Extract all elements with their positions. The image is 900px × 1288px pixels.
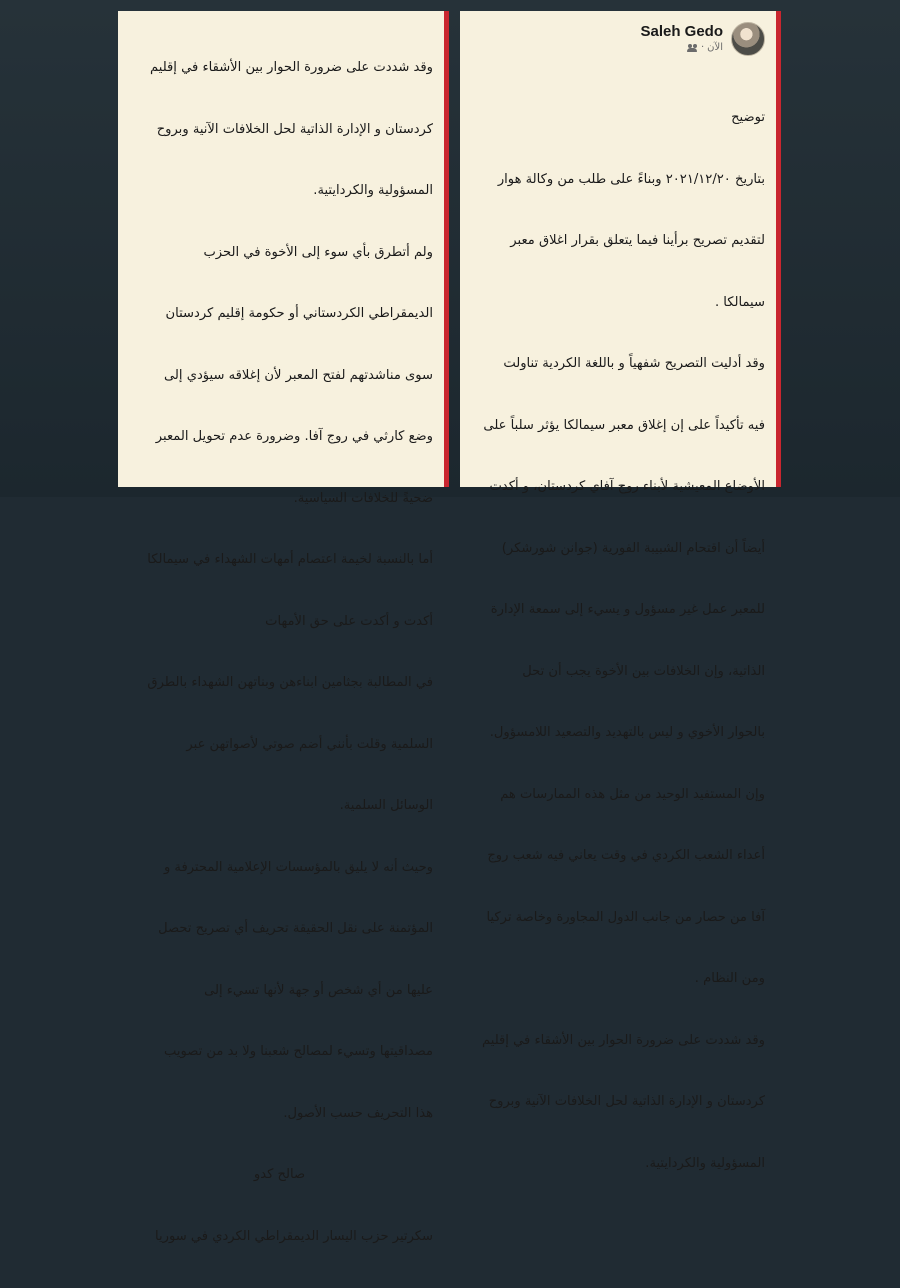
text-line: وإن المستفيد الوحيد من مثل هذه الممارسات هم — [500, 786, 765, 802]
text-line: المسؤولية والكردايتية. — [645, 1155, 765, 1171]
author-block — [640, 23, 723, 55]
text-line: أيضاً أن اقتحام الشبيبة الفورية (جوانن شورشكر) — [501, 540, 765, 556]
text-line: آفا من حصار من جانب الدول المجاورة وخاصة تركيا — [486, 909, 765, 925]
text-line: الذاتية، وإن الخلافات بين الأخوة يجب أن تحل — [522, 663, 765, 679]
text-line: الديمقراطي الكردستاني أو حكومة إقليم كردستان — [165, 306, 433, 321]
text-line: الوسائل السلمية. — [339, 798, 433, 813]
text-line: لتقديم تصريح برأينا فيما يتعلق بقرار اغلاق معبر — [510, 233, 765, 248]
post-header — [468, 17, 771, 61]
text-line: بالحوار الأخوي و ليس بالتهديد والتصعيد اللامسؤول. — [489, 725, 765, 740]
text-line: المؤتمنة على نقل الحقيقة تحريف أي تصريح تحصل — [158, 921, 433, 936]
text-line: فيه تأكيداً على إن إغلاق معبر سيمالكا يؤثر سلباً على — [483, 417, 765, 433]
text-line: أعداء الشعب الكردي في وقت يعاني فيه شعب روج — [487, 848, 765, 863]
text-line: أكدت و أكدت على حق الأمهات — [265, 613, 433, 629]
text-line: ولم أتطرق بأي سوء إلى الأخوة في الحزب — [203, 244, 433, 260]
text-line: أما بالنسبة لخيمة اعتصام أمهات الشهداء في سيمالكا — [147, 552, 433, 567]
text-line: مصداقيتها وتسيء لمصالح شعبنا ولا بد من تصويب — [164, 1044, 433, 1059]
text-line: كردستان و الإدارة الذاتية لحل الخلافات الآنية وبروح — [488, 1094, 765, 1109]
post-body-text — [468, 67, 771, 1215]
text-line: ضحيةً للخلافات السياسية. — [293, 490, 433, 506]
author-name[interactable]: Saleh Gedo — [640, 23, 723, 40]
text-line: هذا التحريف حسب الأصول. — [283, 1105, 433, 1121]
post-panel — [460, 11, 781, 1171]
post-meta — [687, 41, 723, 55]
text-line: توضيح — [731, 110, 765, 125]
avatar[interactable] — [731, 22, 765, 56]
text-line: وقد شددت على ضرورة الحوار بين الأشقاء في إقليم — [482, 1032, 765, 1048]
text-line: وضع كارثي في روج آفا. وضرورة عدم تحويل المعبر — [155, 429, 433, 444]
text-line: عليها من أي شخص أو جهة لأنها تسيء إلى — [204, 982, 433, 998]
text-line: سيمالكا . — [714, 294, 765, 310]
text-line: في المطالبة بجثامين ابناءهن وبناتهن الشهداء بالطرق — [147, 675, 433, 690]
text-line: وحيث أنه لا يليق بالمؤسسات الإعلامية المحترفة و — [163, 859, 433, 875]
post-body-text — [126, 17, 439, 1288]
text-line: المسؤولية والكردايتية. — [313, 183, 433, 198]
friends-icon[interactable] — [687, 44, 698, 52]
text-line: بتاريخ ٢٠٢١/١٢/٢٠ وبناءً على طلب من وكالة هوار — [497, 171, 765, 187]
text-line: كردستان و الإدارة الذاتية لحل الخلافات الآنية وبروح — [156, 121, 433, 137]
accent-bar — [776, 11, 781, 487]
text-line: السلمية وقلت بأنني أضم صوتي لأصواتهن عبر — [186, 736, 433, 752]
text-line: للمعبر عمل غير مسؤول و يسيء إلى سمعة الإدارة — [490, 602, 765, 617]
signature-name: صالح كدو — [253, 1167, 306, 1182]
text-line: سوى مناشدتهم لفتح المعبر لأن إغلاقه سيؤدي إلى — [164, 367, 433, 383]
post-continuation-panel — [118, 11, 449, 1244]
timestamp[interactable]: الآن — [707, 42, 723, 53]
accent-bar — [444, 11, 449, 487]
separator-dot: · — [700, 42, 705, 53]
text-line: وقد شددت على ضرورة الحوار بين الأشقاء في إقليم — [150, 60, 433, 75]
text-line: ومن النظام . — [694, 971, 765, 986]
signature-title: سكرتير حزب اليسار الديمقراطي الكردي في سوريا — [155, 1228, 433, 1244]
text-line: وقد أدليت التصريح شفهياً و باللغة الكردية تناولت — [503, 356, 765, 371]
text-line: الأوضاع المعيشية لأبناء روج آفاي كردستان، و أكدت — [489, 479, 765, 494]
